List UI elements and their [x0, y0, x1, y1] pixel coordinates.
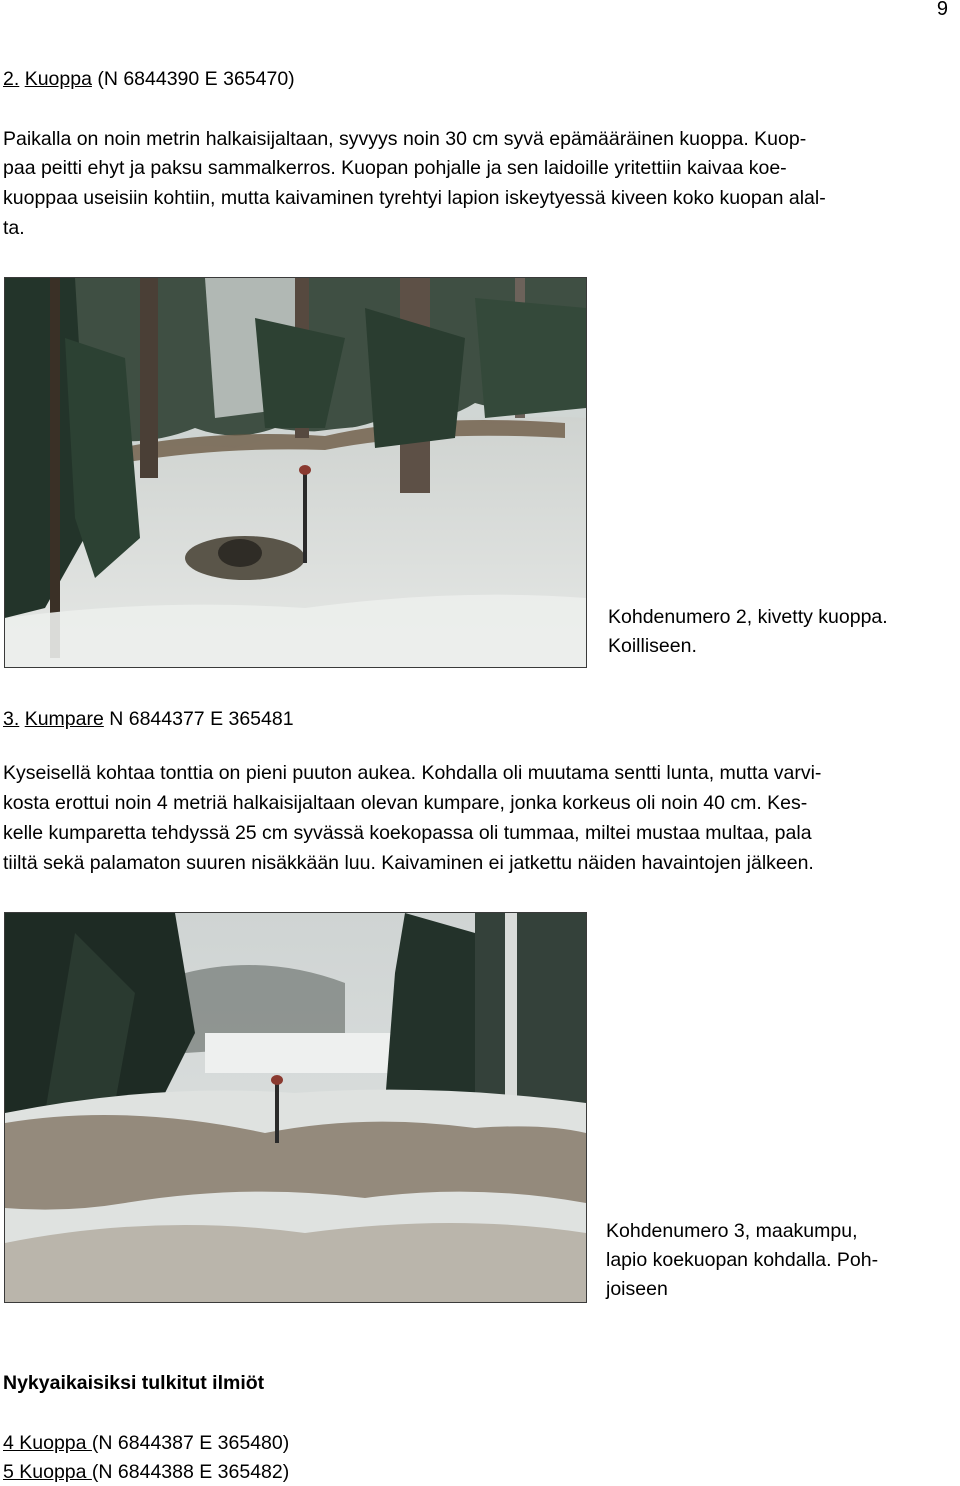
photo-1-caption-line: Kohdenumero 2, kivetty kuoppa.: [608, 606, 888, 628]
modern-item-name: 4 Kuoppa: [3, 1432, 92, 1454]
modern-item: [3, 1461, 289, 1484]
section-2-text-line: Paikalla on noin metrin halkaisijaltaan, syvyys noin 30 cm syvä epämääräinen kuoppa. Kuop-: [3, 128, 807, 150]
photo-kohde-3-mound: [4, 912, 587, 1303]
modern-features-heading: Nykyaikaisiksi tulkitut ilmiöt: [3, 1372, 265, 1394]
section-2-name: Kuoppa: [24, 68, 92, 90]
section-2-heading: [3, 68, 295, 91]
section-3-text-line: kelle kumparetta tehdyssä 25 cm syvässä koekopassa oli tummaa, miltei mustaa multaa, pala: [3, 822, 812, 844]
section-3-text-line: kosta erottui noin 4 metriä halkaisijaltaan olevan kumpare, jonka korkeus oli noin 40 cm. Kes-: [3, 792, 808, 814]
section-3-heading: [3, 708, 294, 731]
photo-2-caption-line: Kohdenumero 3, maakumpu,: [606, 1220, 858, 1242]
section-3-text-line: tiiltä sekä palamaton suuren nisäkkään luu. Kaivaminen ei jatkettu näiden havaintojen jälkeen.: [3, 852, 814, 874]
section-3-name: Kumpare: [24, 708, 104, 730]
section-3-coords: N 6844377 E 365481: [109, 708, 294, 730]
section-2-text-line: kuoppaa useisiin kohtiin, mutta kaivaminen tyrehtyi lapion iskeytyessä kiveen koko kuopan alal-: [3, 187, 826, 209]
section-2-text-line: ta.: [3, 217, 25, 239]
section-2-coords: (N 6844390 E 365470): [97, 68, 295, 90]
section-2-text-line: paa peitti ehyt ja paksu sammalkerros. Kuopan pohjalle ja sen laidoille yritettiin kaivaa koe-: [3, 157, 787, 179]
section-3-text-line: Kyseisellä kohtaa tonttia on pieni puuton aukea. Kohdalla oli muutama sentti lunta, mutta varvi-: [3, 762, 822, 784]
photo-2-caption-line: lapio koekuopan kohdalla. Poh-: [606, 1249, 879, 1271]
modern-item-name: 5 Kuoppa: [3, 1461, 92, 1483]
modern-item-coords: (N 6844388 E 365482): [91, 1461, 290, 1483]
photo-kohde-2-pit: [4, 277, 587, 668]
modern-item: [3, 1432, 289, 1455]
section-3-number: 3.: [3, 708, 20, 730]
page-number: 9: [936, 0, 948, 20]
modern-item-coords: (N 6844387 E 365480): [91, 1432, 290, 1454]
section-2-number: 2.: [3, 68, 20, 90]
photo-2-caption-line: joiseen: [606, 1278, 668, 1300]
photo-1-caption-line: Koilliseen.: [608, 635, 697, 657]
